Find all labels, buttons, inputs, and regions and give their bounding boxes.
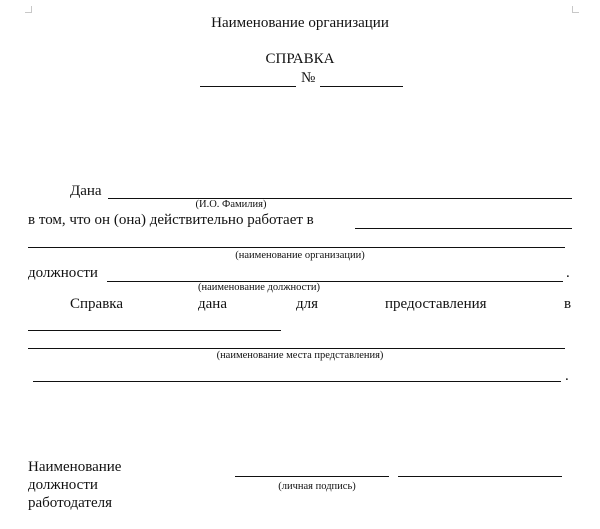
signature-label-line-3: работодателя — [28, 495, 113, 511]
purpose-word-5: в — [564, 296, 572, 312]
page-corner-mark-right — [572, 6, 579, 13]
place-period: . — [565, 368, 569, 384]
position-blank — [107, 281, 563, 282]
position-period: . — [566, 265, 570, 281]
place-blank-2 — [28, 348, 565, 349]
signature-blank — [235, 476, 389, 477]
purpose-word-4: предоставления — [385, 296, 487, 312]
employee-name-blank — [108, 198, 572, 199]
reference-date-blank — [200, 86, 296, 87]
reference-number-blank — [320, 86, 403, 87]
signature-name-blank — [398, 476, 562, 477]
signature-label-line-1: Наименование — [28, 459, 122, 475]
place-blank-1 — [28, 330, 281, 331]
purpose-word-2: дана — [198, 296, 227, 312]
signature-label-line-2: должности — [28, 477, 98, 493]
position-hint: (наименование должности) — [197, 282, 321, 293]
document-title: СПРАВКА — [265, 51, 335, 67]
employee-name-hint: (И.О. Фамилия) — [195, 199, 267, 210]
purpose-word-3: для — [296, 296, 319, 312]
number-sign: № — [301, 70, 316, 86]
page-corner-mark-left — [25, 6, 32, 13]
signature-hint: (личная подпись) — [278, 481, 356, 492]
organization-blank-1 — [355, 228, 572, 229]
place-hint: (наименование места представления) — [216, 350, 384, 361]
position-label: должности — [28, 265, 98, 281]
works-statement: в том, что он (она) действительно работает в — [28, 212, 314, 228]
organization-hint: (наименование организации) — [235, 250, 365, 261]
organization-name: Наименование организации — [211, 15, 389, 31]
organization-blank-2 — [28, 247, 565, 248]
given-label: Дана — [70, 183, 102, 199]
purpose-word-1: Справка — [70, 296, 123, 312]
place-blank-3 — [33, 381, 561, 382]
